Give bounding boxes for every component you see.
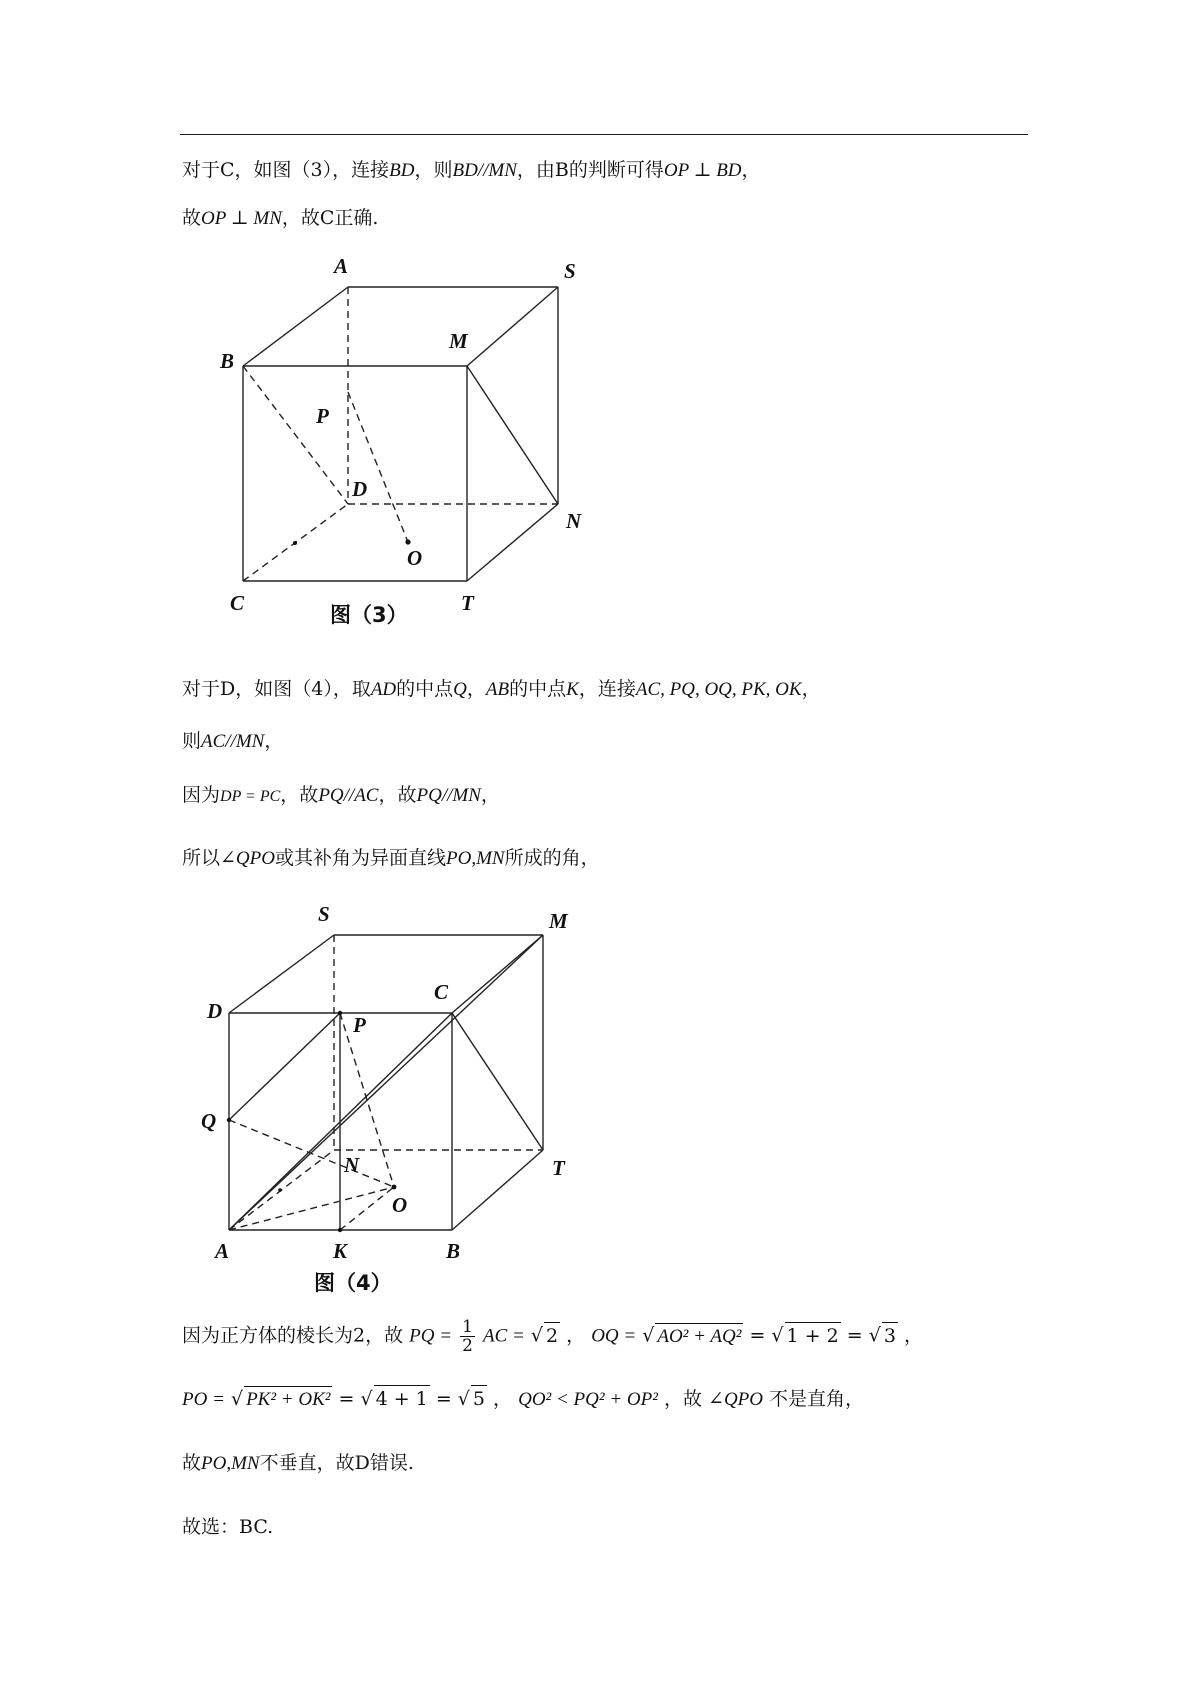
label-A: A [215,1239,230,1263]
sqrt-sign: √ [868,1324,881,1347]
math: PQ//AC [318,785,379,806]
math: AC = [482,1325,525,1347]
math: K [566,679,579,700]
sqrt-sign: √ [530,1324,543,1347]
point-O [392,1185,397,1190]
radicand: 5 [471,1385,487,1412]
radicand: AO² + AQ² [655,1323,743,1350]
text: ，故C正确. [281,207,379,229]
math: ∠QPO [220,848,275,869]
math: ∠QPO [708,1389,763,1410]
math: OQ = [591,1325,637,1347]
math: DP = PC [220,788,281,805]
text: ，故 [663,1388,702,1410]
label-N: N [566,509,582,533]
math: PO,MN [446,848,505,869]
point-mid [278,1188,282,1192]
label-S: S [318,902,330,926]
text: ， [801,678,821,700]
radicand: PK² + OK² [244,1386,332,1413]
text: 对于C，如图（3），连接 [182,159,390,181]
math: BD//MN [452,160,517,181]
text: 则 [182,730,202,752]
text: ， [903,1324,923,1347]
denominator: 2 [462,1336,473,1356]
math: OP ⊥ BD [663,160,742,181]
label-O: O [392,1193,408,1217]
text-line-7 [182,1318,923,1355]
math: AC, PQ, OQ, PK, OK [635,679,802,700]
text: 因为正方体的棱长为2，故 [182,1324,404,1347]
label-T: T [552,1156,565,1180]
text: 因为 [182,784,221,806]
math: OP ⊥ MN [201,208,282,229]
text: ， [264,730,284,752]
math: = [338,1388,355,1410]
math: PO = [182,1389,225,1410]
math: Q [453,679,467,700]
radicand: 3 [882,1322,898,1349]
label-K: K [333,1239,348,1263]
math: BD [389,160,415,181]
math: PO,MN [201,1453,260,1474]
sqrt-sign: √ [642,1324,655,1347]
text-line-10 [182,1514,273,1540]
text-line-8 [182,1385,864,1413]
figure-4-caption: 图（4） [314,1271,392,1295]
text: 的中点 [396,678,454,700]
label-O: O [407,546,423,570]
text: 所以 [182,847,221,869]
math: PQ = [409,1325,453,1347]
text: 故 [182,1452,202,1474]
text: ， [741,159,761,181]
label-C: C [434,980,449,1004]
text: ， [480,784,500,806]
math: PQ//MN [416,785,481,806]
label-Q: Q [201,1109,217,1133]
sqrt-sign: √ [457,1388,470,1410]
text: ，则 [414,159,453,181]
figure-3-caption: 图（3） [330,603,408,627]
text: ，连接 [578,678,636,700]
point-Q [227,1118,231,1122]
text: ， [566,1324,586,1347]
label-T: T [461,591,474,615]
text: ， [493,1388,513,1410]
label-S: S [564,259,576,283]
math: QO² < PQ² + OP² [518,1389,658,1410]
text: ，故 [280,784,319,806]
math: = [846,1324,863,1347]
text: 故选：BC. [182,1516,274,1538]
numerator: 1 [462,1317,473,1337]
math: = [435,1388,452,1410]
label-A: A [334,254,349,278]
sqrt-sign: √ [771,1324,784,1347]
text: 不垂直，故D错误. [259,1452,414,1474]
radicand: 4 + 1 [374,1385,430,1412]
text: 不是直角， [769,1388,865,1410]
math: = [749,1324,766,1347]
label-D: D [352,477,368,501]
text: 所成的角， [504,847,600,869]
label-D: D [207,999,223,1023]
label-M: M [449,329,468,353]
label-M: M [549,909,568,933]
math: AD [370,679,397,700]
text: 的中点 [509,678,567,700]
label-N: N [344,1153,360,1177]
label-B: B [446,1239,461,1263]
sqrt-sign: √ [360,1388,373,1410]
figure-4-edges [229,935,543,1230]
fraction [460,1318,475,1355]
point-P [338,1011,342,1015]
radicand: 1 + 2 [785,1322,841,1349]
sqrt-sign: √ [230,1388,244,1410]
math: AC//MN [201,731,265,752]
text: ， [466,678,486,700]
label-P: P [353,1013,366,1037]
text-line-9 [182,1450,414,1477]
radicand: 2 [544,1322,560,1349]
math: AB [485,679,510,700]
text: ，故 [378,784,417,806]
label-P: P [316,404,329,428]
text: 对于D，如图（4），取 [182,678,371,700]
text: 故 [182,207,202,229]
label-C: C [230,591,245,615]
text: ，由B的判断可得 [516,159,664,181]
label-B: B [220,349,235,373]
point-K [338,1228,342,1232]
text: 或其补角为异面直线 [274,847,446,869]
